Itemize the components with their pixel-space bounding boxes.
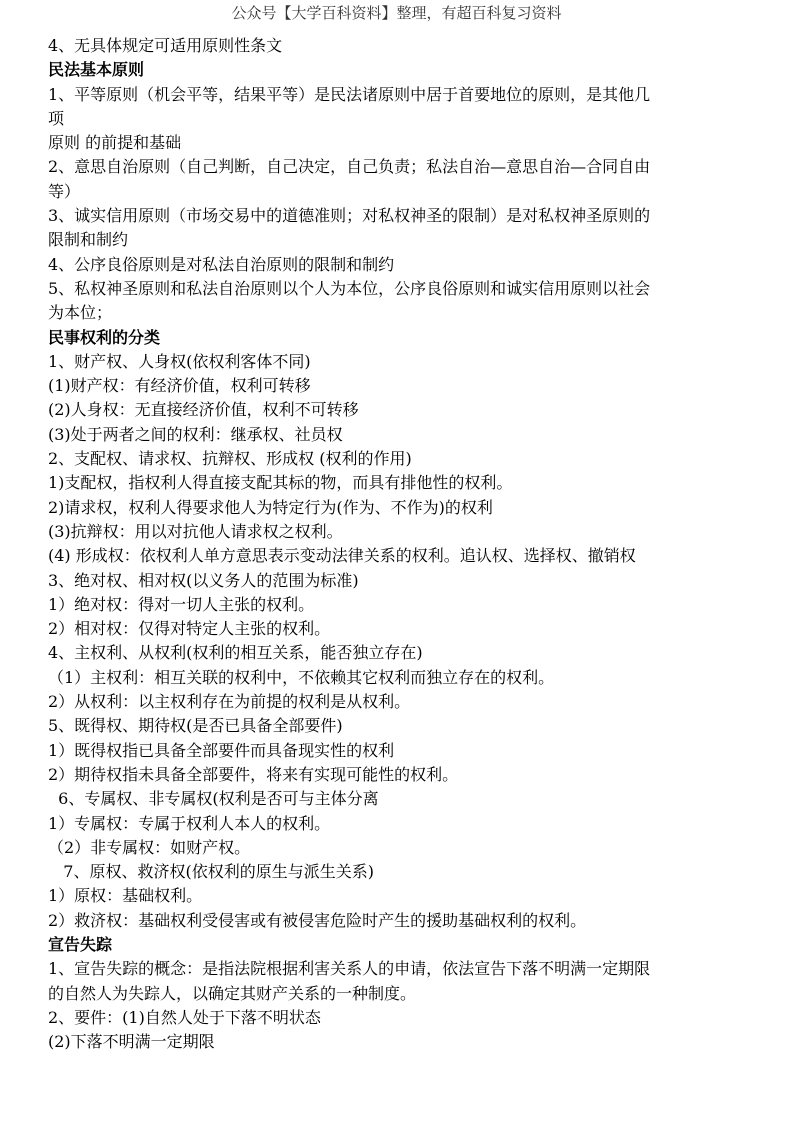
- text-line: 限制和制约: [48, 230, 129, 250]
- text-line: 的自然人为失踪人，以确定其财产关系的一种制度。: [48, 983, 417, 1003]
- text-line: 5、既得权、期待权(是否已具备全部要件): [48, 716, 343, 736]
- text-line: 2）救济权：基础权利受侵害或有被侵害危险时产生的援助基础权利的权利。: [48, 910, 587, 930]
- text-line: 1）绝对权：得对一切人主张的权利。: [48, 594, 315, 614]
- section-heading: 宣告失踪: [48, 934, 113, 954]
- text-line: 1、财产权、人身权(依权利客体不同): [48, 351, 311, 371]
- text-line: (3)处于两者之间的权利：继承权、社员权: [48, 424, 343, 444]
- text-line: 4、公序良俗原则是对私法自治原则的限制和制约: [48, 254, 395, 274]
- text-line: 2、意思自治原则（自己判断，自己决定，自己负责；私法自治—意思自治—合同自由: [48, 157, 651, 177]
- text-line: (4) 形成权：依权利人单方意思表示变动法律关系的权利。追认权、选择权、撤销权: [48, 546, 636, 566]
- document-body: [48, 34, 758, 1054]
- text-line: (2)下落不明满一定期限: [48, 1032, 215, 1052]
- text-line: 4、无具体规定可适用原则性条文: [48, 36, 283, 55]
- text-line: (3)抗辩权：用以对抗他人请求权之权利。: [48, 521, 343, 541]
- text-line: 5、私权神圣原则和私法自治原则以个人为本位，公序良俗原则和诚实信用原则以社会: [48, 278, 651, 298]
- text-line: 2）期待权指未具备全部要件，将来有实现可能性的权利。: [48, 764, 459, 784]
- text-line: 2)请求权，权利人得要求他人为特定行为(作为、不作为)的权利: [48, 497, 493, 517]
- text-line: 2、支配权、请求权、抗辩权、形成权 (权利的作用): [48, 449, 412, 469]
- text-line: 1、宣告失踪的概念：是指法院根据利害关系人的申请，依法宣告下落不明满一定期限: [48, 959, 651, 979]
- text-line: 等）: [48, 181, 81, 201]
- section-heading: 民事权利的分类: [48, 327, 161, 347]
- text-line: （2）非专属权：如财产权。: [48, 837, 251, 857]
- text-line: 2、要件：(1)自然人处于下落不明状态: [48, 1007, 321, 1027]
- text-line: 3、诚实信用原则（市场交易中的道德准则；对私权神圣的限制）是对私权神圣原则的: [48, 206, 651, 226]
- text-line: (1)财产权：有经济价值，权利可转移: [48, 376, 311, 396]
- text-line: 4、主权利、从权利(权利的相互关系，能否独立存在): [48, 643, 423, 663]
- text-line: 1）专属权：专属于权利人本人的权利。: [48, 813, 331, 833]
- text-line: 项: [48, 108, 65, 128]
- text-line: 7、原权、救济权(依权利的原生与派生关系): [48, 862, 374, 882]
- text-line: 1)支配权，指权利人得直接支配其标的物，而具有排他性的权利。: [48, 473, 513, 493]
- text-line: 3、绝对权、相对权(以义务人的范围为标准): [48, 570, 359, 590]
- page-header: 公众号【大学百科资料】整理，有超百科复习资料: [231, 4, 562, 22]
- text-line: 为本位；: [48, 303, 113, 323]
- text-line: (2)人身权：无直接经济价值，权利不可转移: [48, 400, 359, 420]
- text-line: 2）从权利：以主权利存在为前提的权利是从权利。: [48, 692, 411, 712]
- text-line: 1）原权：基础权利。: [48, 886, 203, 906]
- text-line: 1、平等原则（机会平等，结果平等）是民法诸原则中居于首要地位的原则，是其他几: [48, 84, 651, 104]
- text-line: 2）相对权：仅得对特定人主张的权利。: [48, 619, 331, 639]
- text-line: 原则 的前提和基础: [48, 133, 182, 153]
- text-line: （1）主权利：相互关联的权利中，不依赖其它权利而独立存在的权利。: [48, 667, 555, 687]
- text-line: 1）既得权指已具备全部要件而具备现实性的权利: [48, 740, 395, 760]
- section-heading: 民法基本原则: [48, 60, 145, 80]
- text-line: 6、专属权、非专属权(权利是否可与主体分离: [48, 789, 379, 809]
